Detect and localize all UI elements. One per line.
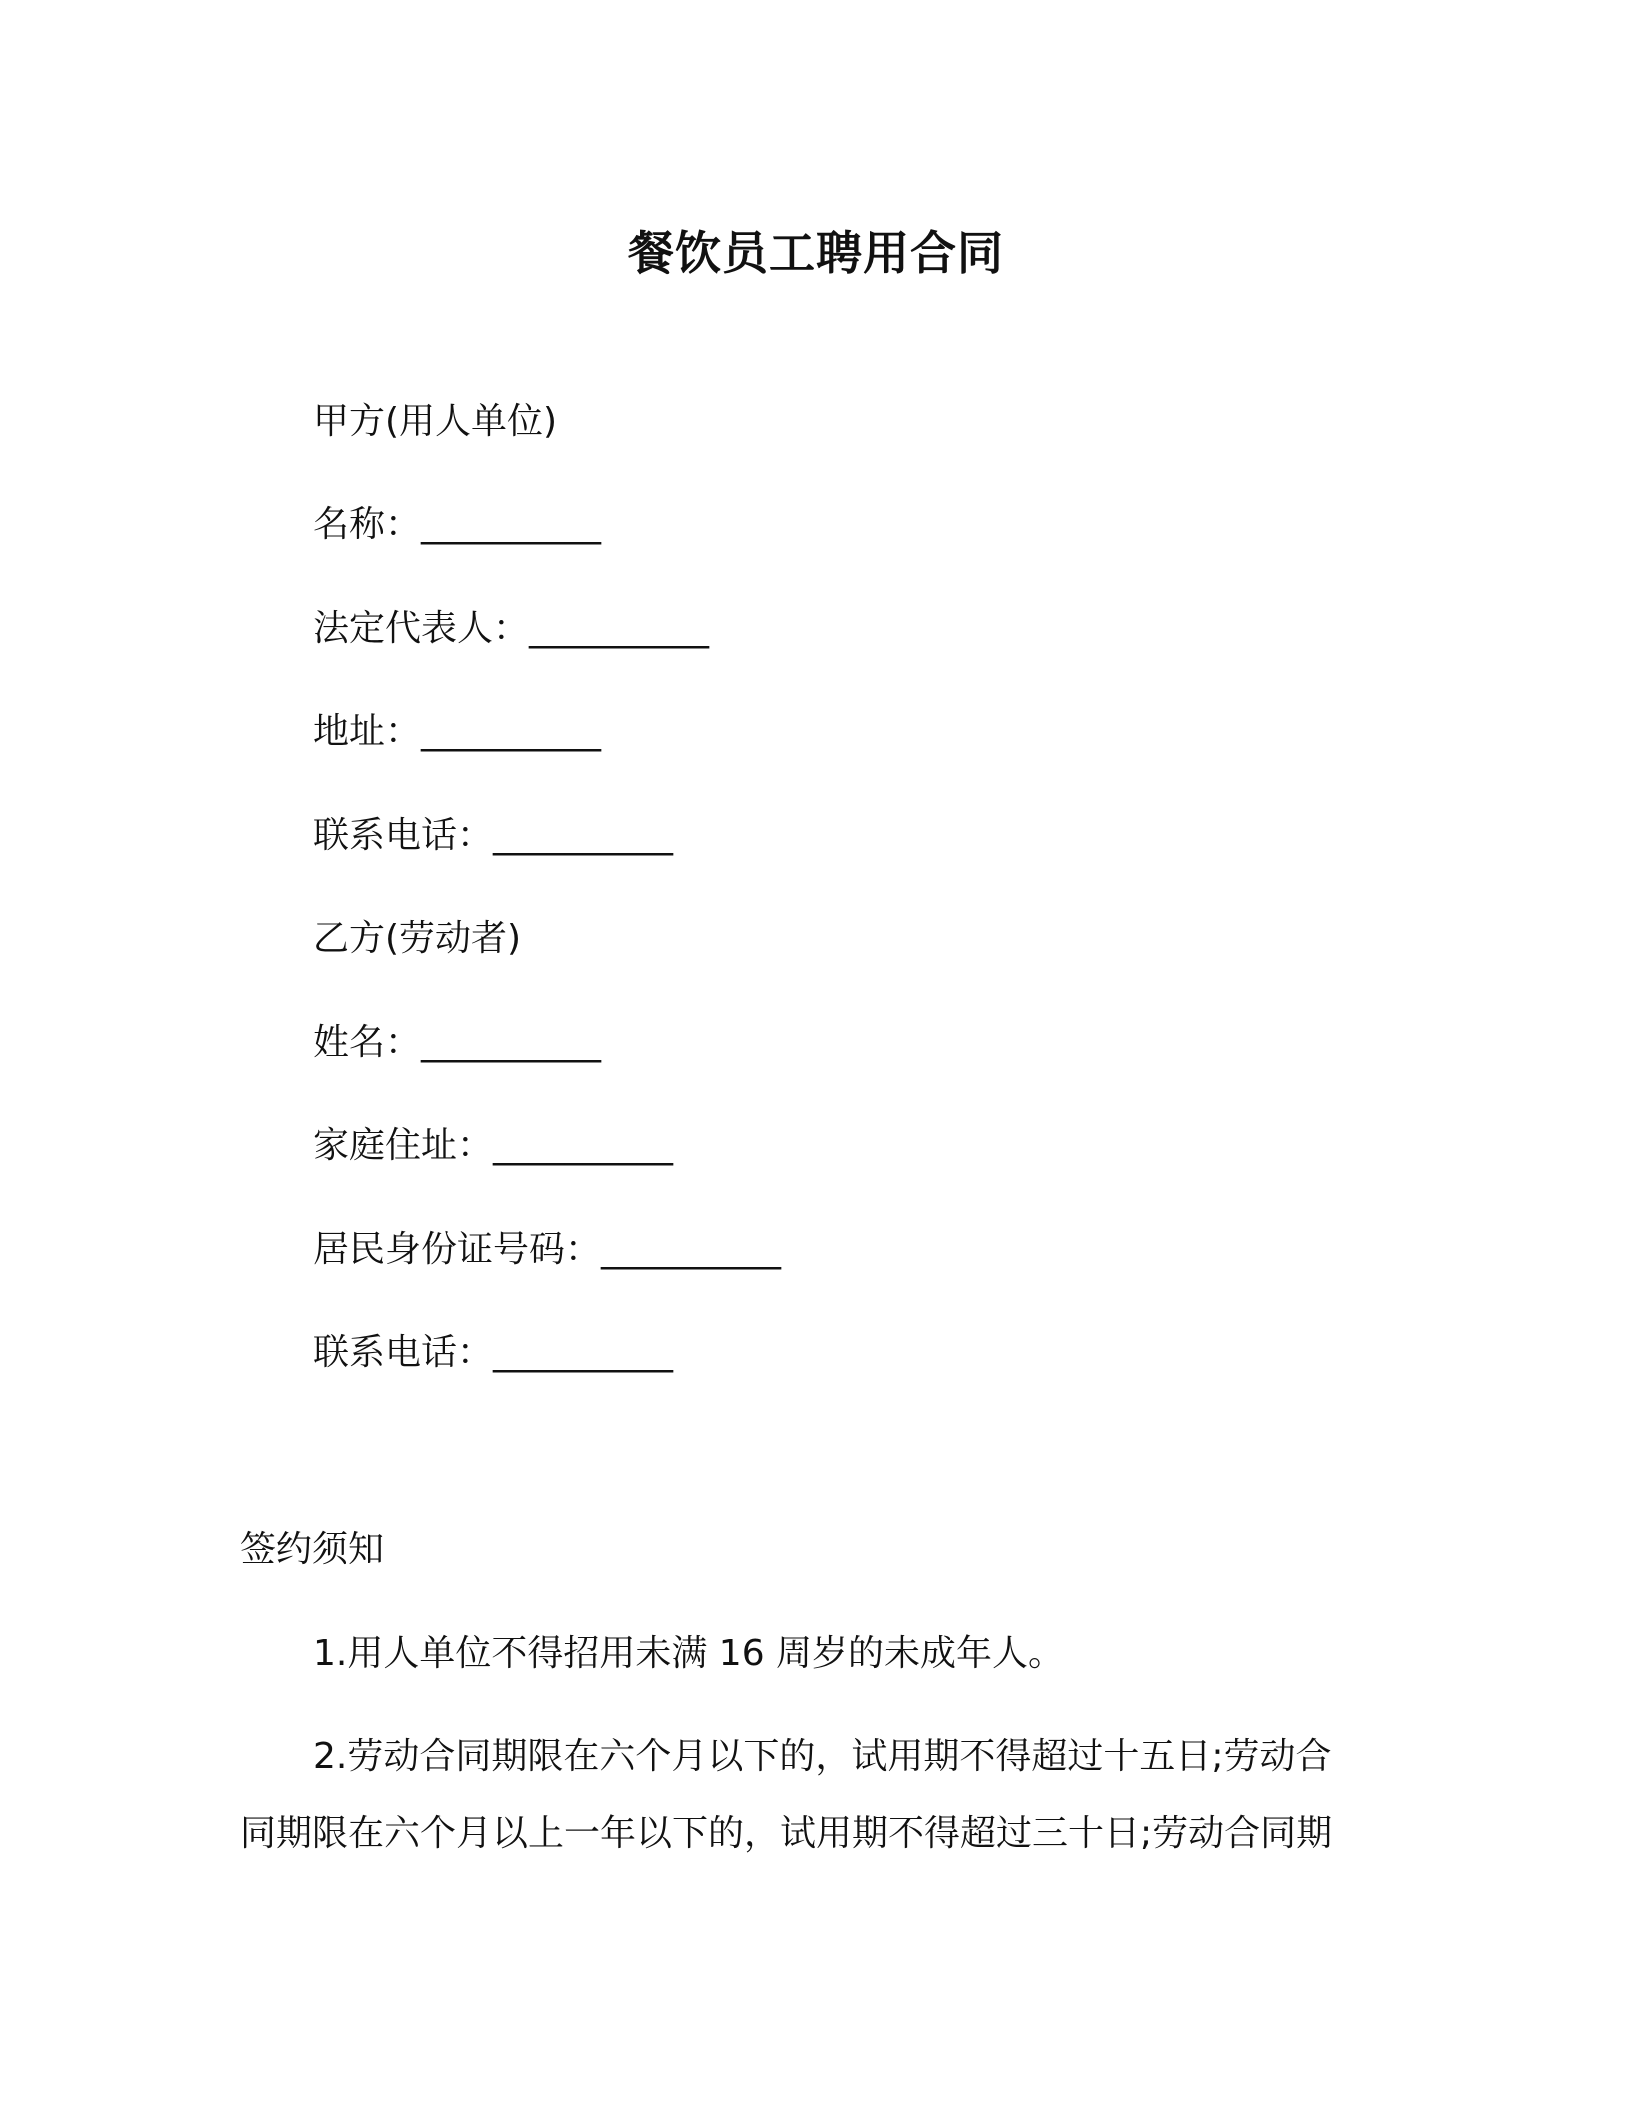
notice-item-2-line-2: 同期限在六个月以上一年以下的，试用期不得超过三十日;劳动合同期 <box>240 1813 1333 1854</box>
notice-item-2-line-1: 2.劳动合同期限在六个月以下的，试用期不得超过十五日;劳动合 <box>313 1736 1332 1777</box>
party-b-id-number-field: 居民身份证号码：__________ <box>313 1229 782 1270</box>
document-title: 餐饮员工聘用合同 <box>628 226 1004 280</box>
party-b-phone-field: 联系电话：__________ <box>313 1332 674 1373</box>
party-b-name-field: 姓名：__________ <box>313 1022 602 1063</box>
party-a-address-field: 地址：__________ <box>313 711 602 752</box>
party-a-phone-field: 联系电话：__________ <box>313 815 674 856</box>
party-a-heading: 甲方(用人单位) <box>313 401 558 442</box>
party-a-name-field: 名称：__________ <box>313 504 602 545</box>
notice-heading: 签约须知 <box>240 1529 385 1570</box>
party-a-legal-rep-field: 法定代表人：__________ <box>313 608 710 649</box>
party-b-heading: 乙方(劳动者) <box>313 918 522 959</box>
party-b-home-address-field: 家庭住址：__________ <box>313 1125 674 1166</box>
notice-item-1: 1.用人单位不得招用未满 16 周岁的未成年人。 <box>313 1633 1065 1674</box>
